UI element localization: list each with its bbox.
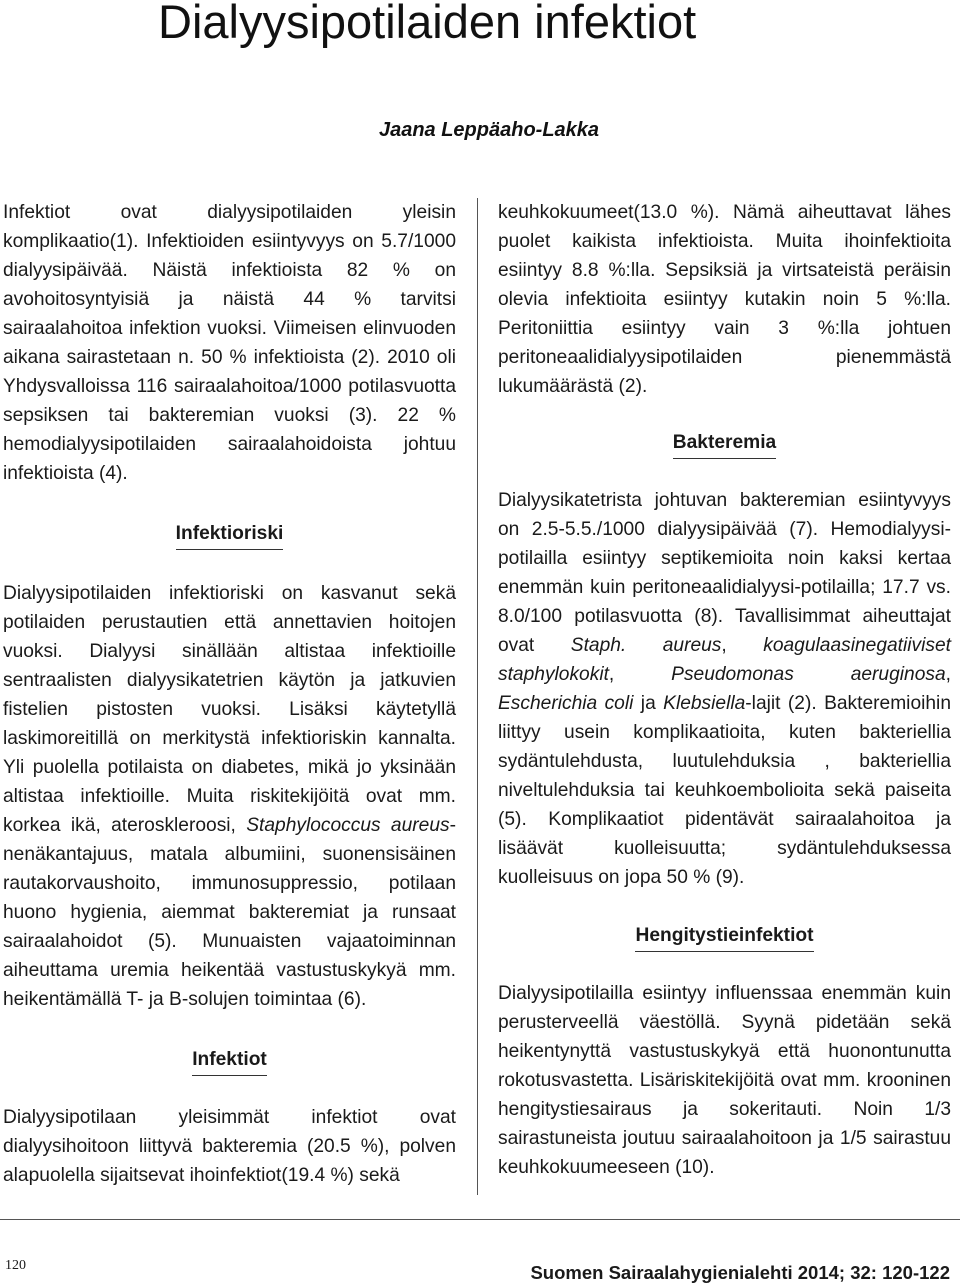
section-heading-bakteremia: Bakteremia	[498, 428, 951, 459]
hengitystie-paragraph: Dialyysipotilailla esiintyy influenssaa enemmän kuin perusterveellä väestöllä. Syynä pidetään sekä heikentynyttä vastustuskykyä että huonontunutta rokotusvastetta. Lisäriskitekijöitä ovat mm. krooninen hengitystiesairaus ja sokeritauti. Noin 1/3 sairastuneista joutuu sairaalahoitoon ja 1/5 sairastuu keuhkokuumeeseen (10).	[498, 983, 951, 1178]
section-heading-hengitystieinfektiot: Hengitystieinfektiot	[498, 921, 951, 952]
species-name: Staphylococcus aureus	[246, 815, 450, 836]
section-heading-infektioriski: Infektioriski	[3, 519, 456, 550]
right-column	[498, 198, 951, 1182]
author-name: Jaana Leppäaho-Lakka	[378, 119, 600, 141]
infektiot-paragraph: Dialyysipotilaan yleisimmät infektiot ovat dialyysihoitoon liittyvä bakteremia (20.5 %), polven alapuolella sijaitsevat ihoinfektiot(19.4 %) sekä	[3, 1107, 456, 1186]
intro-paragraph: Infektiot ovat dialyysipotilaiden yleisin komplikaatio(1). Infektioiden esiintyvyys on 5.7/1000 dialyysipäivää. Näistä infektioista 82 % on avohoitosyntyisiä ja näistä 44 % tarvitsi sairaalahoitoa infektion vuoksi. Viimeisen elinvuoden aikana sairastetaan n. 50 % infektioista (2). 2010 oli Yhdysvalloissa 116 sairaalahoitoa/1000 potilasvuotta sepsiksen tai bakteremian vuoksi (3). 22 % hemodialyysipotilaiden sairaalahoidoista johtuu infektioista (4).	[3, 202, 456, 484]
page-number: 120	[5, 1258, 26, 1273]
section-heading-infektiot: Infektiot	[3, 1045, 456, 1076]
infektioriski-paragraph: Dialyysipotilaiden infektioriski on kasvanut sekä potilaiden perustautien että annettavien hoitojen vuoksi. Dialyysi sinällään altistaa infektioille sentraalisten dialyysikatetrien käytön ja jatkuvien fistelien pistosten vuoksi. Lisäksi käytetyllä laskimoreitillä on merkitystä infektioriskin kannalta. Yli puolella potilaista on diabetes, mikä jo yksinään altistaa infektioille. Muita riskitekijöitä ovat mm. korkea ikä, ateroskleroosi, Staphylococcus aureus-nenäkantajuus, matala albumiini, suonensisäinen rautakorvaushoito, immunosuppressio, potilaan huono hygienia, aiemmat bakteremiat ja runsaat sairaalahoidot (5). Munuaisten vajaatoiminnan aiheuttama uremia heikentää vastustuskykyä mm. heikentämällä T- ja B-solujen toimintaa (6).	[3, 583, 456, 1010]
article-title: Dialyysipotilaiden infektiot	[158, 0, 697, 48]
journal-citation: Suomen Sairaalahygienialehti 2014; 32: 120-122	[530, 1262, 950, 1283]
column-divider	[477, 198, 478, 1195]
footer-rule	[0, 1219, 960, 1220]
continued-paragraph: keuhkokuumeet(13.0 %). Nämä aiheuttavat lähes puolet kaikista infektioista. Muita ihoinfektioita esiintyy 8.8 %:lla. Sepsiksiä ja virtsateistä peräisin olevia infektioita esiintyy kutakin noin 5 %:lla. Peritoniittia esiintyy vain 3 %:lla johtuen peritoneaalidialyysipotilaiden pienemmästä lukumäärästä (2).	[498, 202, 951, 397]
bakteremia-paragraph: Dialyysikatetrista johtuvan bakteremian esiintyvyys on 2.5-5.5./1000 dialyysipäivää (7). Hemodialyysi-potilailla esiintyy septikemioita noin kaksi kertaa enemmän kuin peritoneaalidialyysi-potilailla; 17.7 vs. 8.0/100 potilasvuotta (8). Tavallisimmat aiheuttajat ovat Staph. aureus, koagulaasinegatiiviset staphylokokit, Pseudomonas aeruginosa, Escherichia coli ja Klebsiella-lajit (2). Bakteremioihin liittyy usein komplikaatioita, kuten bakteriellia sydäntulehdusta, luutulehduksia , bakteriellia niveltulehduksia tai keuhkoembolioita sekä paiseita (5). Komplikaatiot pidentävät sairaalahoitoa ja lisäävät kuolleisuutta; sydäntulehduksessa kuolleisuus on jopa 50 % (9).	[498, 490, 951, 888]
left-column	[3, 198, 456, 1190]
